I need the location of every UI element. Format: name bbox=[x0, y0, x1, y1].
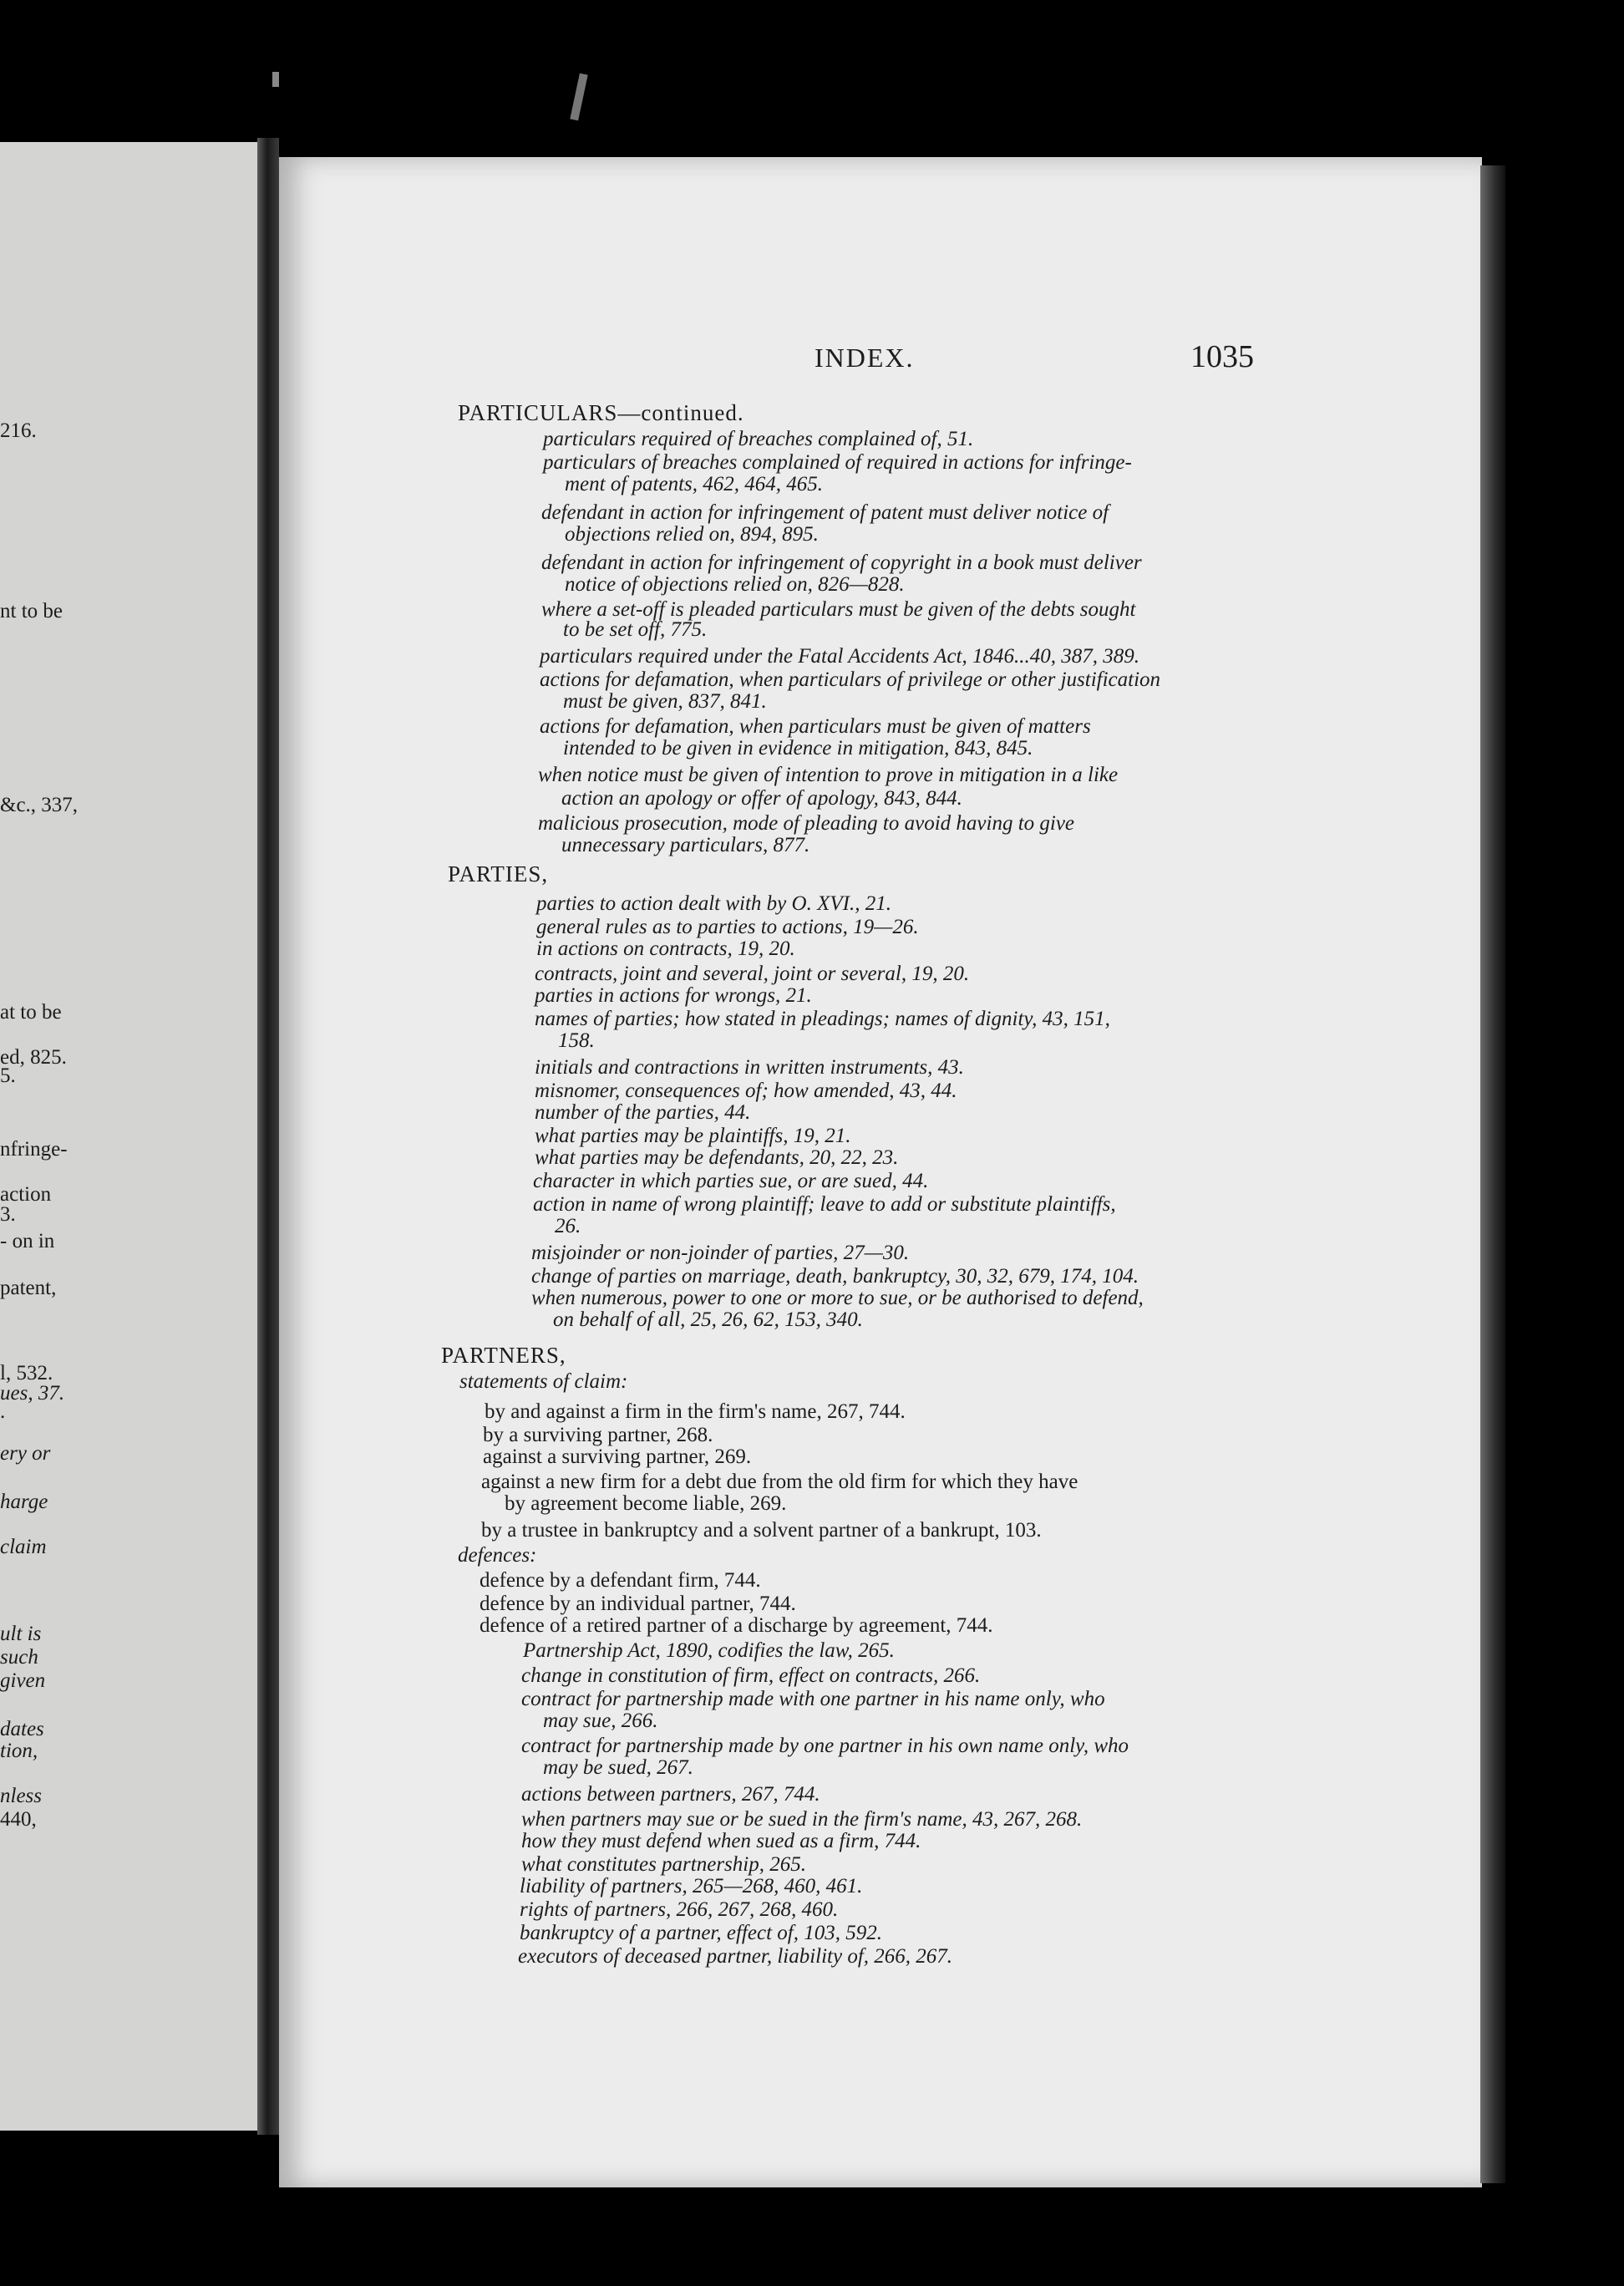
index-entry: objections relied on, 894, 895. bbox=[565, 523, 819, 546]
index-entry: particulars required under the Fatal Accidents Act, 1846...40, 387, 389. bbox=[540, 645, 1139, 668]
left-text-fragment: l, 532. bbox=[0, 1362, 53, 1384]
left-text-fragment: . bbox=[0, 1400, 6, 1423]
index-entry: contract for partnership made with one partner in his name only, who bbox=[521, 1688, 1105, 1710]
left-page-fragment bbox=[0, 142, 257, 2131]
left-text-fragment: 216. bbox=[0, 419, 37, 442]
index-entry: against a surviving partner, 269. bbox=[483, 1445, 752, 1468]
section-heading-particulars: PARTICULARS—continued. bbox=[458, 400, 744, 425]
sub-heading: defences: bbox=[458, 1544, 537, 1567]
index-entry: contract for partnership made by one partner in his own name only, who bbox=[521, 1735, 1129, 1757]
page-edge bbox=[1480, 165, 1505, 2183]
index-entry: actions between partners, 267, 744. bbox=[521, 1783, 820, 1806]
index-entry: how they must defend when sued as a firm, 744. bbox=[521, 1830, 921, 1852]
index-entry: executors of deceased partner, liability of, 266, 267. bbox=[518, 1945, 953, 1968]
section-heading-parties: PARTIES, bbox=[448, 861, 549, 886]
index-entry: where a set-off is pleaded particulars must be given of the debts sought bbox=[541, 598, 1136, 621]
index-entry: may sue, 266. bbox=[543, 1709, 658, 1732]
sub-heading: statements of claim: bbox=[459, 1370, 628, 1393]
page-title: INDEX. bbox=[815, 343, 915, 373]
index-entry: must be given, 837, 841. bbox=[563, 690, 767, 713]
left-text-fragment: &c., 337, bbox=[0, 794, 79, 816]
index-entry: actions for defamation, when particulars of privilege or other justification bbox=[540, 668, 1161, 691]
left-text-fragment: given bbox=[0, 1669, 46, 1692]
left-text-fragment: - on in bbox=[0, 1230, 55, 1252]
left-text-fragment: patent, bbox=[0, 1277, 57, 1299]
index-entry: against a new firm for a debt due from the old firm for which they have bbox=[481, 1471, 1078, 1493]
left-text-fragment: such bbox=[0, 1646, 38, 1669]
left-text-fragment: dates bbox=[0, 1718, 44, 1740]
left-text-fragment: action bbox=[0, 1183, 52, 1206]
index-entry: defendant in action for infringement of patent must deliver notice of bbox=[541, 501, 1109, 524]
left-text-fragment: nfringe- bbox=[0, 1138, 68, 1161]
scan-mark bbox=[570, 74, 587, 121]
index-entry: actions for defamation, when particulars must be given of matters bbox=[540, 715, 1091, 738]
index-entry: particulars required of breaches complained of, 51. bbox=[543, 428, 974, 450]
left-text-fragment: claim bbox=[0, 1536, 47, 1558]
index-entry: what constitutes partnership, 265. bbox=[521, 1853, 806, 1876]
index-entry: liability of partners, 265—268, 460, 461. bbox=[520, 1875, 863, 1897]
index-entry: character in which parties sue, or are sued, 44. bbox=[533, 1170, 929, 1192]
left-text-fragment: 440, bbox=[0, 1808, 37, 1831]
index-entry: names of parties; how stated in pleadings; names of dignity, 43, 151, bbox=[535, 1008, 1110, 1030]
index-entry: when notice must be given of intention to prove in mitigation in a like bbox=[538, 764, 1119, 786]
index-entry: when numerous, power to one or more to sue, or be authorised to defend, bbox=[531, 1287, 1144, 1309]
index-entry: by and against a firm in the firm's name, 267, 744. bbox=[485, 1400, 906, 1423]
index-entry: general rules as to parties to actions, 19—26. bbox=[536, 916, 919, 938]
index-entry: to be set off, 775. bbox=[563, 618, 708, 641]
index-entry: malicious prosecution, mode of pleading to avoid having to give bbox=[538, 812, 1075, 835]
index-entry: Partnership Act, 1890, codifies the law, 265. bbox=[523, 1639, 895, 1662]
left-text-fragment: 3. bbox=[0, 1203, 16, 1226]
index-entry: rights of partners, 266, 267, 268, 460. bbox=[520, 1898, 839, 1921]
index-entry: action an apology or offer of apology, 843, 844. bbox=[561, 787, 962, 810]
index-entry: defence of a retired partner of a discharge by agreement, 744. bbox=[480, 1614, 993, 1637]
left-text-fragment: ues, 37. bbox=[0, 1382, 65, 1405]
section-heading-partners: PARTNERS, bbox=[441, 1343, 566, 1368]
index-entry: parties in actions for wrongs, 21. bbox=[535, 984, 812, 1007]
left-text-fragment: at to be bbox=[0, 1001, 62, 1024]
index-entry: 26. bbox=[555, 1215, 581, 1237]
index-entry: notice of objections relied on, 826—828. bbox=[565, 573, 905, 596]
index-entry: what parties may be plaintiffs, 19, 21. bbox=[535, 1125, 851, 1147]
index-entry: defence by an individual partner, 744. bbox=[480, 1593, 796, 1615]
left-text-fragment: 5. bbox=[0, 1064, 16, 1087]
index-entry: on behalf of all, 25, 26, 62, 153, 340. bbox=[553, 1308, 863, 1331]
index-entry: change of parties on marriage, death, bankruptcy, 30, 32, 679, 174, 104. bbox=[531, 1265, 1139, 1288]
index-entry: when partners may sue or be sued in the firm's name, 43, 267, 268. bbox=[521, 1808, 1083, 1831]
index-entry: may be sued, 267. bbox=[543, 1756, 693, 1779]
index-entry: intended to be given in evidence in mitigation, 843, 845. bbox=[563, 737, 1033, 759]
left-text-fragment: tion, bbox=[0, 1740, 38, 1762]
book-gutter bbox=[257, 138, 279, 2135]
index-entry: initials and contractions in written instruments, 43. bbox=[535, 1056, 964, 1079]
index-entry: ment of patents, 462, 464, 465. bbox=[565, 473, 824, 495]
index-entry: number of the parties, 44. bbox=[535, 1101, 751, 1124]
left-text-fragment: nless bbox=[0, 1785, 42, 1807]
index-entry: what parties may be defendants, 20, 22, 23. bbox=[535, 1146, 899, 1169]
left-text-fragment: nt to be bbox=[0, 600, 63, 622]
left-text-fragment: harge bbox=[0, 1491, 48, 1513]
index-entry: bankruptcy of a partner, effect of, 103, 592. bbox=[520, 1922, 882, 1944]
index-entry: by agreement become liable, 269. bbox=[505, 1492, 787, 1515]
index-entry: particulars of breaches complained of required in actions for infringe- bbox=[543, 451, 1132, 474]
index-entry: by a trustee in bankruptcy and a solvent partner of a bankrupt, 103. bbox=[481, 1519, 1042, 1542]
left-text-fragment: ed, 825. bbox=[0, 1046, 67, 1069]
index-entry: change in constitution of firm, effect on contracts, 266. bbox=[521, 1664, 981, 1687]
index-entry: parties to action dealt with by O. XVI., 21. bbox=[536, 892, 891, 915]
scan-mark bbox=[272, 72, 279, 87]
index-entry: unnecessary particulars, 877. bbox=[561, 834, 810, 856]
left-text-fragment: ery or bbox=[0, 1442, 51, 1465]
left-text-fragment: ult is bbox=[0, 1623, 42, 1645]
index-entry: action in name of wrong plaintiff; leave to add or substitute plaintiffs, bbox=[533, 1193, 1116, 1216]
index-entry: 158. bbox=[558, 1029, 595, 1052]
page-number: 1035 bbox=[1190, 339, 1254, 374]
index-entry: by a surviving partner, 268. bbox=[483, 1424, 713, 1446]
index-entry: defendant in action for infringement of copyright in a book must deliver bbox=[541, 551, 1142, 574]
index-entry: misnomer, consequences of; how amended, 43, 44. bbox=[535, 1080, 957, 1102]
index-entry: in actions on contracts, 19, 20. bbox=[536, 937, 795, 960]
index-entry: defence by a defendant firm, 744. bbox=[480, 1569, 761, 1592]
index-entry: contracts, joint and several, joint or several, 19, 20. bbox=[535, 963, 970, 985]
index-entry: misjoinder or non-joinder of parties, 27—30. bbox=[531, 1242, 910, 1264]
